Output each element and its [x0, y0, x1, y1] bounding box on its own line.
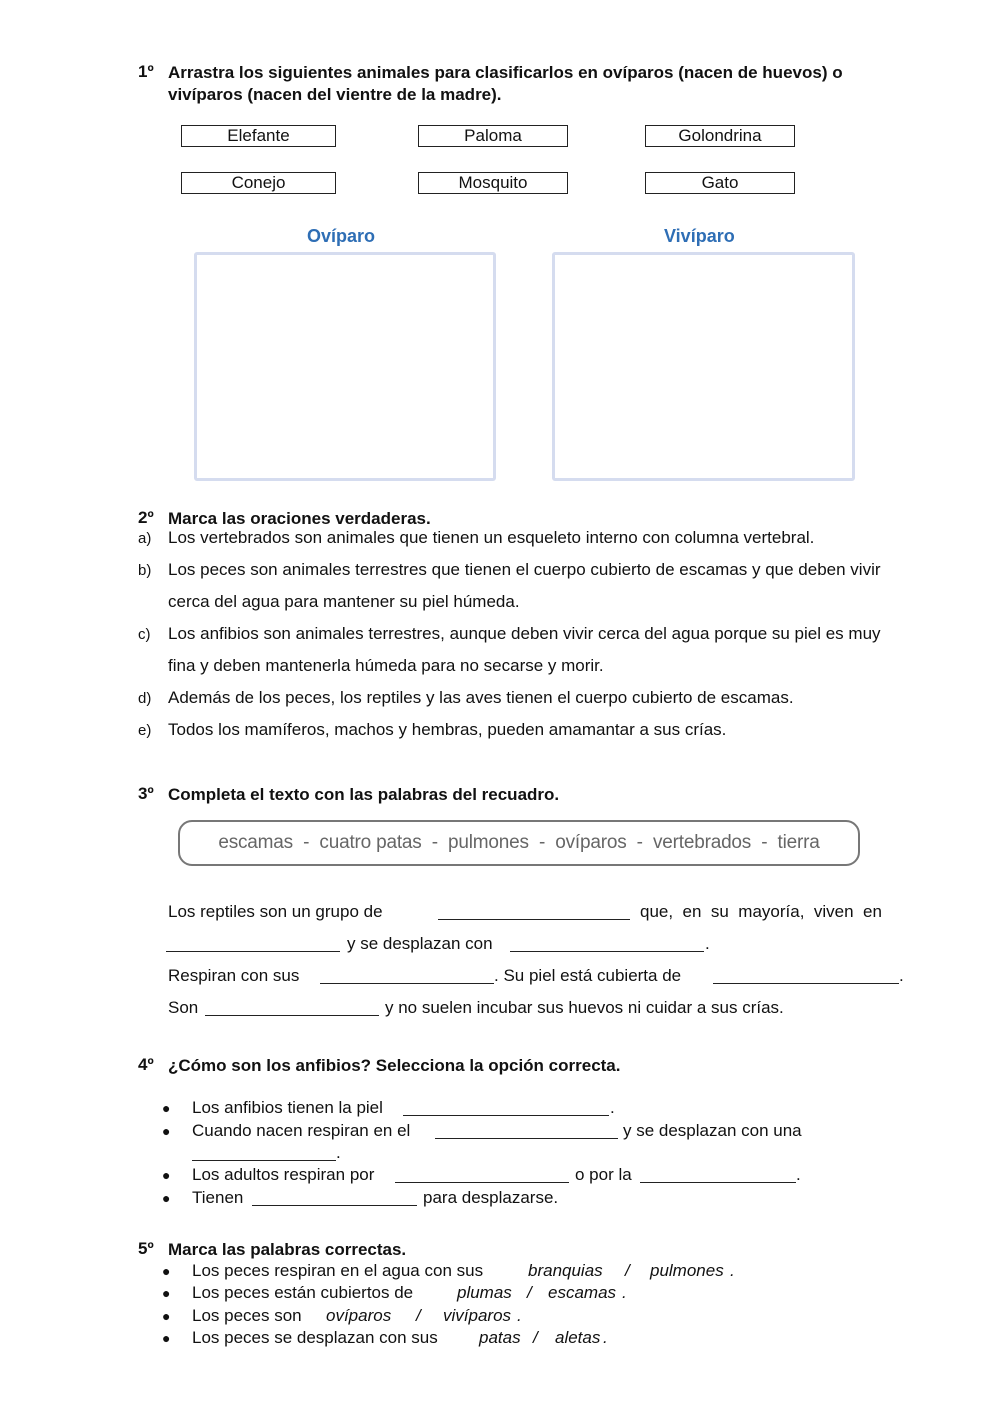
select-blank[interactable]: [252, 1190, 417, 1206]
blank-input[interactable]: [510, 936, 704, 952]
select-blank[interactable]: [640, 1167, 796, 1183]
q3-dot: .: [705, 934, 710, 953]
animal-chip-conejo[interactable]: Conejo: [181, 172, 336, 194]
viviparo-drop-zone[interactable]: [552, 252, 855, 481]
statement-a[interactable]: Los vertebrados son animales que tienen un esqueleto interno con columna vertebral.: [168, 528, 815, 547]
oviparo-title: Ovíparo: [307, 226, 376, 246]
q3-number: 3º: [138, 784, 154, 803]
q5-dot: .: [622, 1283, 627, 1302]
statement-letter: d): [138, 690, 152, 707]
q5-item1-text: Los peces respiran en el agua con sus: [192, 1261, 484, 1280]
q5-dot: .: [517, 1306, 522, 1325]
q2-instruction: Marca las oraciones verdaderas.: [168, 509, 431, 528]
q4-number: 4º: [138, 1055, 154, 1074]
q4-item4-text-end: para desplazarse.: [423, 1188, 559, 1207]
bullet-icon: ●: [162, 1330, 171, 1346]
statement-b[interactable]: Los peces son animales terrestres que tienen el cuerpo cubierto de escamas y que deben vivir: [168, 560, 881, 579]
select-blank[interactable]: [435, 1123, 618, 1139]
viviparo-title: Vivíparo: [664, 226, 735, 246]
q4-item2-text: Cuando nacen respiran en el: [192, 1121, 411, 1140]
q3-text-line1-start: Los reptiles son un grupo de: [168, 902, 383, 921]
q4-item1-text: Los anfibios tienen la piel: [192, 1098, 383, 1117]
q3-instruction: Completa el texto con las palabras del recuadro.: [168, 785, 560, 804]
q3-text-line4-start: Son: [168, 998, 199, 1017]
statement-c-continued[interactable]: fina y deben mantenerla húmeda para no secarse y morir.: [168, 656, 604, 675]
oviparo-drop-zone[interactable]: [194, 252, 496, 481]
statement-letter: e): [138, 722, 152, 739]
option-oviparos[interactable]: ovíparos: [326, 1306, 392, 1325]
q4-dot: .: [336, 1143, 341, 1162]
animal-chip-elefante[interactable]: Elefante: [181, 125, 336, 147]
bullet-icon: ●: [162, 1263, 171, 1279]
statement-c[interactable]: Los anfibios son animales terrestres, aunque deben vivir cerca del agua porque su piel es muy: [168, 624, 881, 643]
option-branquias[interactable]: branquias: [528, 1261, 603, 1280]
q2-number: 2º: [138, 508, 154, 527]
bullet-icon: ●: [162, 1100, 171, 1116]
blank-input[interactable]: [320, 968, 494, 984]
select-blank[interactable]: [395, 1167, 569, 1183]
bullet-icon: ●: [162, 1123, 171, 1139]
q1-instruction-line1: Arrastra los siguientes animales para clasificarlos en ovíparos (nacen de huevos) o: [168, 63, 843, 82]
statement-letter: a): [138, 530, 152, 547]
option-viviparos[interactable]: vivíparos: [443, 1306, 512, 1325]
q5-item4-text: Los peces se desplazan con sus: [192, 1328, 438, 1347]
q3-text-line1-end: que, en su mayoría, viven en: [640, 902, 882, 921]
q4-dot: .: [610, 1098, 615, 1117]
statement-letter: b): [138, 562, 152, 579]
option-patas[interactable]: patas: [479, 1328, 521, 1347]
option-aletas[interactable]: aletas: [555, 1328, 601, 1347]
q3-dot: .: [899, 966, 904, 985]
statement-letter: c): [138, 626, 151, 643]
q1-instruction-line2: vivíparos (nacen del vientre de la madre).: [168, 85, 502, 104]
q4-item3-text-mid: o por la: [575, 1165, 632, 1184]
q5-number: 5º: [138, 1239, 154, 1258]
q3-text-line3-mid: . Su piel está cubierta de: [494, 966, 682, 985]
q4-dot: .: [796, 1165, 801, 1184]
word-bank-box: escamas - cuatro patas - pulmones - ovíparos - vertebrados - tierra: [178, 820, 860, 866]
option-separator: /: [625, 1261, 630, 1280]
option-separator: /: [416, 1306, 421, 1325]
bullet-icon: ●: [162, 1308, 171, 1324]
bullet-icon: ●: [162, 1285, 171, 1301]
select-blank[interactable]: [192, 1145, 336, 1161]
blank-input[interactable]: [438, 904, 630, 920]
bullet-icon: ●: [162, 1167, 171, 1183]
blank-input[interactable]: [166, 936, 340, 952]
q4-item3-text: Los adultos respiran por: [192, 1165, 375, 1184]
animal-chip-gato[interactable]: Gato: [645, 172, 795, 194]
q5-dot: .: [603, 1328, 608, 1347]
select-blank[interactable]: [403, 1100, 609, 1116]
q4-instruction: ¿Cómo son los anfibios? Selecciona la opción correcta.: [168, 1056, 621, 1075]
animal-chip-mosquito[interactable]: Mosquito: [418, 172, 568, 194]
q1-number: 1º: [138, 62, 154, 81]
option-escamas[interactable]: escamas: [548, 1283, 617, 1302]
q4-item2-text-end: y se desplazan con una: [623, 1121, 802, 1140]
statement-d[interactable]: Además de los peces, los reptiles y las aves tienen el cuerpo cubierto de escamas.: [168, 688, 794, 707]
blank-input[interactable]: [205, 1000, 379, 1016]
animal-chip-golondrina[interactable]: Golondrina: [645, 125, 795, 147]
option-plumas[interactable]: plumas: [457, 1283, 512, 1302]
q3-text-line3-start: Respiran con sus: [168, 966, 300, 985]
q3-text-line4-end: y no suelen incubar sus huevos ni cuidar a sus crías.: [385, 998, 784, 1017]
q5-dot: .: [730, 1261, 735, 1280]
statement-b-continued[interactable]: cerca del agua para mantener su piel húmeda.: [168, 592, 520, 611]
q3-text-line2-mid: y se desplazan con: [347, 934, 493, 953]
q5-item3-text: Los peces son: [192, 1306, 302, 1325]
option-separator: /: [527, 1283, 532, 1302]
q5-item2-text: Los peces están cubiertos de: [192, 1283, 414, 1302]
q4-item4-text: Tienen: [192, 1188, 244, 1207]
statement-e[interactable]: Todos los mamíferos, machos y hembras, pueden amamantar a sus crías.: [168, 720, 727, 739]
option-separator: /: [533, 1328, 538, 1347]
blank-input[interactable]: [713, 968, 899, 984]
option-pulmones[interactable]: pulmones: [650, 1261, 724, 1280]
q5-instruction: Marca las palabras correctas.: [168, 1240, 407, 1259]
animal-chip-paloma[interactable]: Paloma: [418, 125, 568, 147]
bullet-icon: ●: [162, 1190, 171, 1206]
